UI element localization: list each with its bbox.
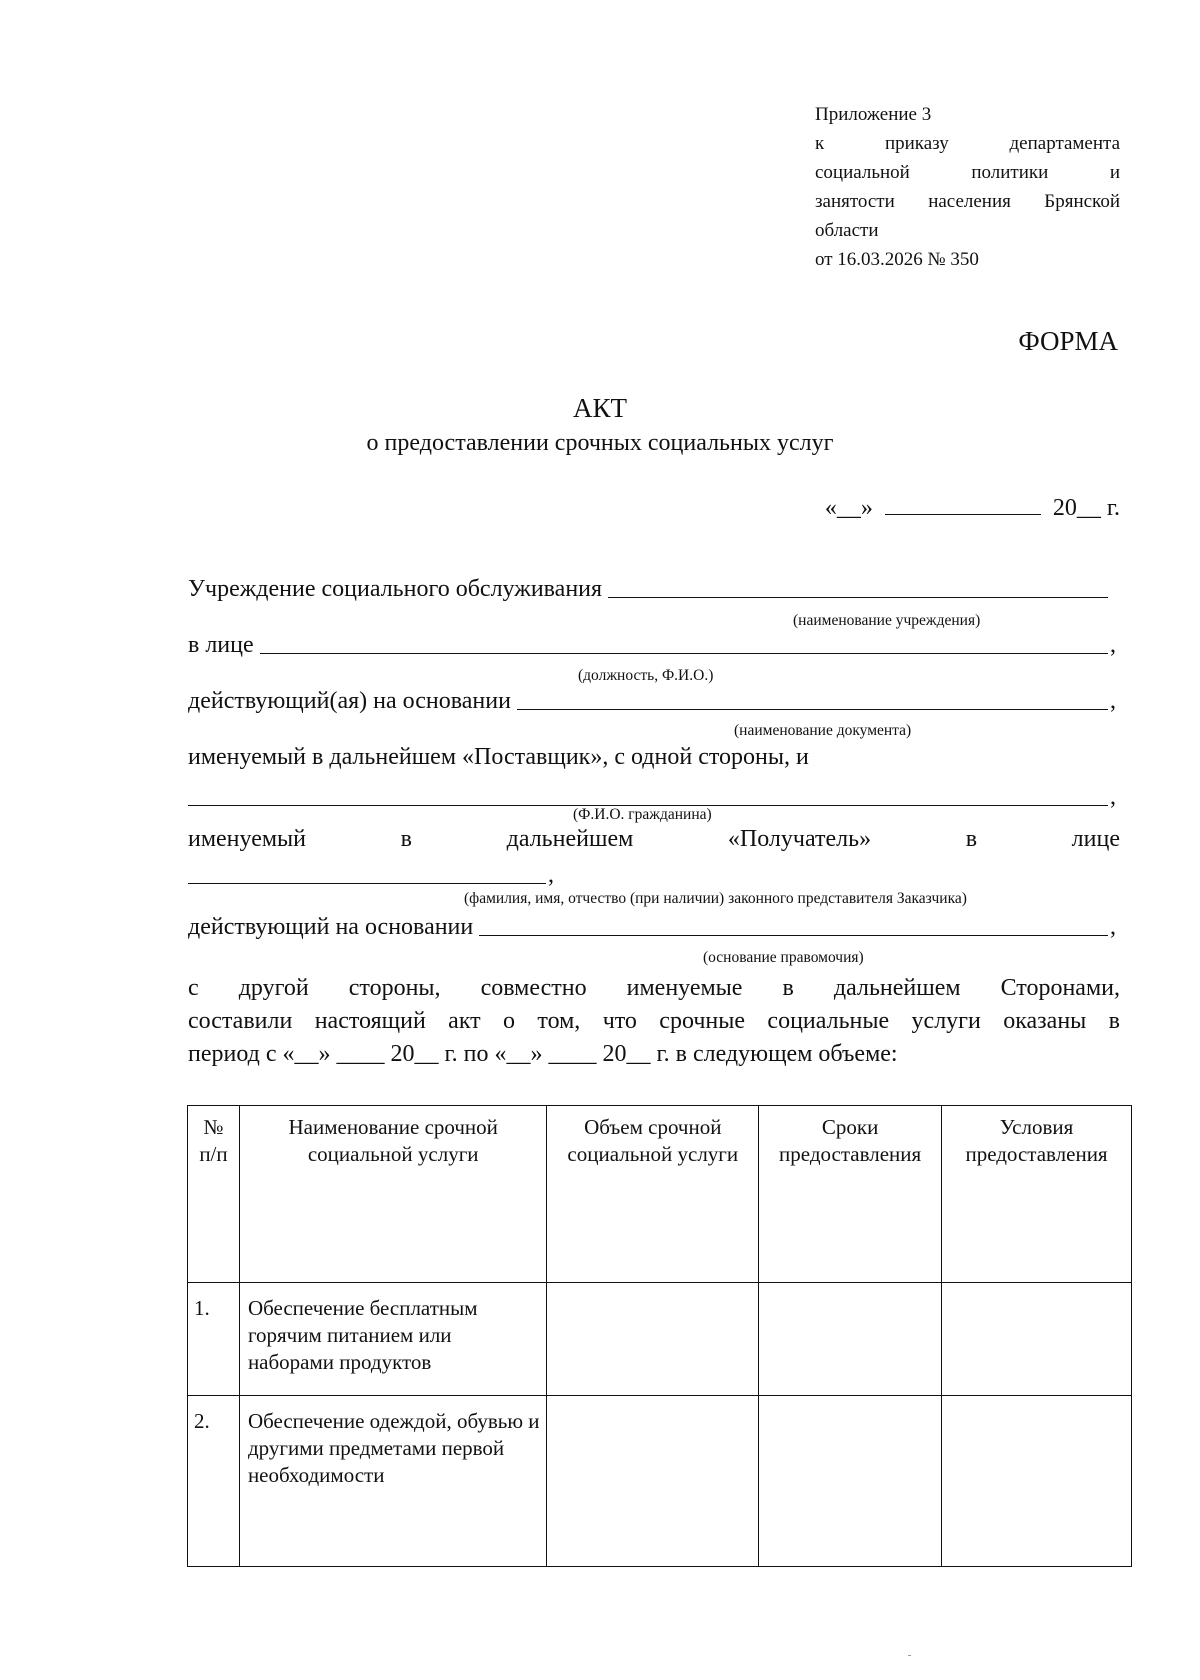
recipient-word: дальнейшем (506, 826, 634, 852)
basis-line (188, 914, 1120, 941)
table-header-row (188, 1106, 1132, 1283)
column-header: № п/п (188, 1106, 240, 1283)
acting-caption: (наименование документа) (734, 722, 912, 739)
column-header: Сроки предоставления (759, 1106, 942, 1283)
recipient-word: лице (1071, 826, 1120, 852)
person-label: в лице (188, 632, 254, 658)
acting-blank[interactable] (517, 708, 1108, 710)
volume-cell[interactable] (547, 1283, 759, 1396)
provider-text: именуемый в дальнейшем «Поставщик», с одной стороны, и (188, 744, 809, 770)
recipient-word: именуемый (188, 826, 307, 852)
appendix-line: социальной политики и (815, 162, 1120, 183)
recipient-line (188, 826, 1120, 853)
form-label: ФОРМА (1018, 326, 1118, 356)
appendix-line: Приложение 3 (815, 104, 932, 125)
basis-blank[interactable] (479, 934, 1108, 936)
terms-cell[interactable] (759, 1396, 942, 1567)
comma: , (1110, 784, 1116, 810)
act-date-line (825, 492, 1120, 522)
person-caption: (должность, Ф.И.О.) (578, 667, 714, 684)
representative-caption: (фамилия, имя, отчество (при наличии) законного представителя Заказчика) (464, 890, 967, 907)
volume-cell[interactable] (547, 1396, 759, 1567)
recipient-word: «Получатель» (727, 826, 872, 852)
recipient-word: в (965, 826, 978, 852)
column-header: Наименование срочной социальной услуги (239, 1106, 547, 1283)
appendix-date-number: от 16.03.2026 № 350 (815, 249, 979, 270)
conditions-cell[interactable] (942, 1396, 1132, 1567)
appendix-line: к приказу департамента (815, 133, 1120, 154)
table-row (188, 1283, 1132, 1396)
paragraph-line: период с «__» ____ 20__ г. по «__» ____ 20__ г. в следующем объеме: (188, 1041, 898, 1067)
acting-line (188, 688, 1120, 715)
comma: , (1110, 632, 1116, 658)
table-row (188, 1396, 1132, 1567)
institution-label: Учреждение социального обслуживания (188, 576, 603, 602)
recipient-word: в (400, 826, 412, 852)
date-day: «__» (824, 495, 873, 521)
paragraph-line: с другой стороны, совместно именуемые в дальнейшем Сторонами, (188, 975, 1120, 1001)
row-number: 1. (188, 1283, 240, 1396)
comma: , (1110, 914, 1116, 940)
representative-line (188, 862, 558, 889)
comma: , (548, 862, 554, 888)
agreement-paragraph (188, 972, 1120, 1071)
date-year: 20__ г. (1052, 495, 1120, 521)
representative-blank[interactable] (188, 882, 546, 884)
appendix-block (815, 100, 1120, 274)
document-title: АКТ (573, 393, 627, 423)
institution-caption: (наименование учреждения) (793, 612, 981, 629)
service-name: Обеспечение одеждой, обувью и другими предметами первой необходимости (239, 1396, 547, 1567)
conditions-cell[interactable] (942, 1283, 1132, 1396)
row-number: 2. (188, 1396, 240, 1567)
service-name: Обеспечение бесплатным горячим питанием или наборами продуктов (239, 1283, 547, 1396)
comma: , (1110, 688, 1116, 714)
column-header: Объем срочной социальной услуги (547, 1106, 759, 1283)
services-table (187, 1105, 1132, 1567)
basis-label: действующий на основании (188, 914, 474, 940)
scan-speck (908, 1655, 911, 1656)
appendix-line: области (815, 220, 879, 241)
appendix-line: занятости населения Брянской (815, 191, 1120, 212)
person-blank[interactable] (260, 652, 1108, 654)
basis-caption: (основание правомочия) (703, 949, 864, 966)
citizen-caption: (Ф.И.О. гражданина) (573, 806, 712, 823)
document-subtitle: о предоставлении срочных социальных услуг (366, 430, 834, 456)
column-header: Условия предоставления (942, 1106, 1132, 1283)
person-line (188, 632, 1120, 659)
paragraph-line: составили настоящий акт о том, что срочные социальные услуги оказаны в (188, 1008, 1120, 1034)
terms-cell[interactable] (759, 1283, 942, 1396)
provider-line (188, 744, 1120, 771)
acting-label: действующий(ая) на основании (188, 688, 511, 714)
institution-line (188, 576, 1120, 603)
institution-blank[interactable] (608, 596, 1108, 598)
date-month-blank[interactable] (885, 492, 1041, 515)
